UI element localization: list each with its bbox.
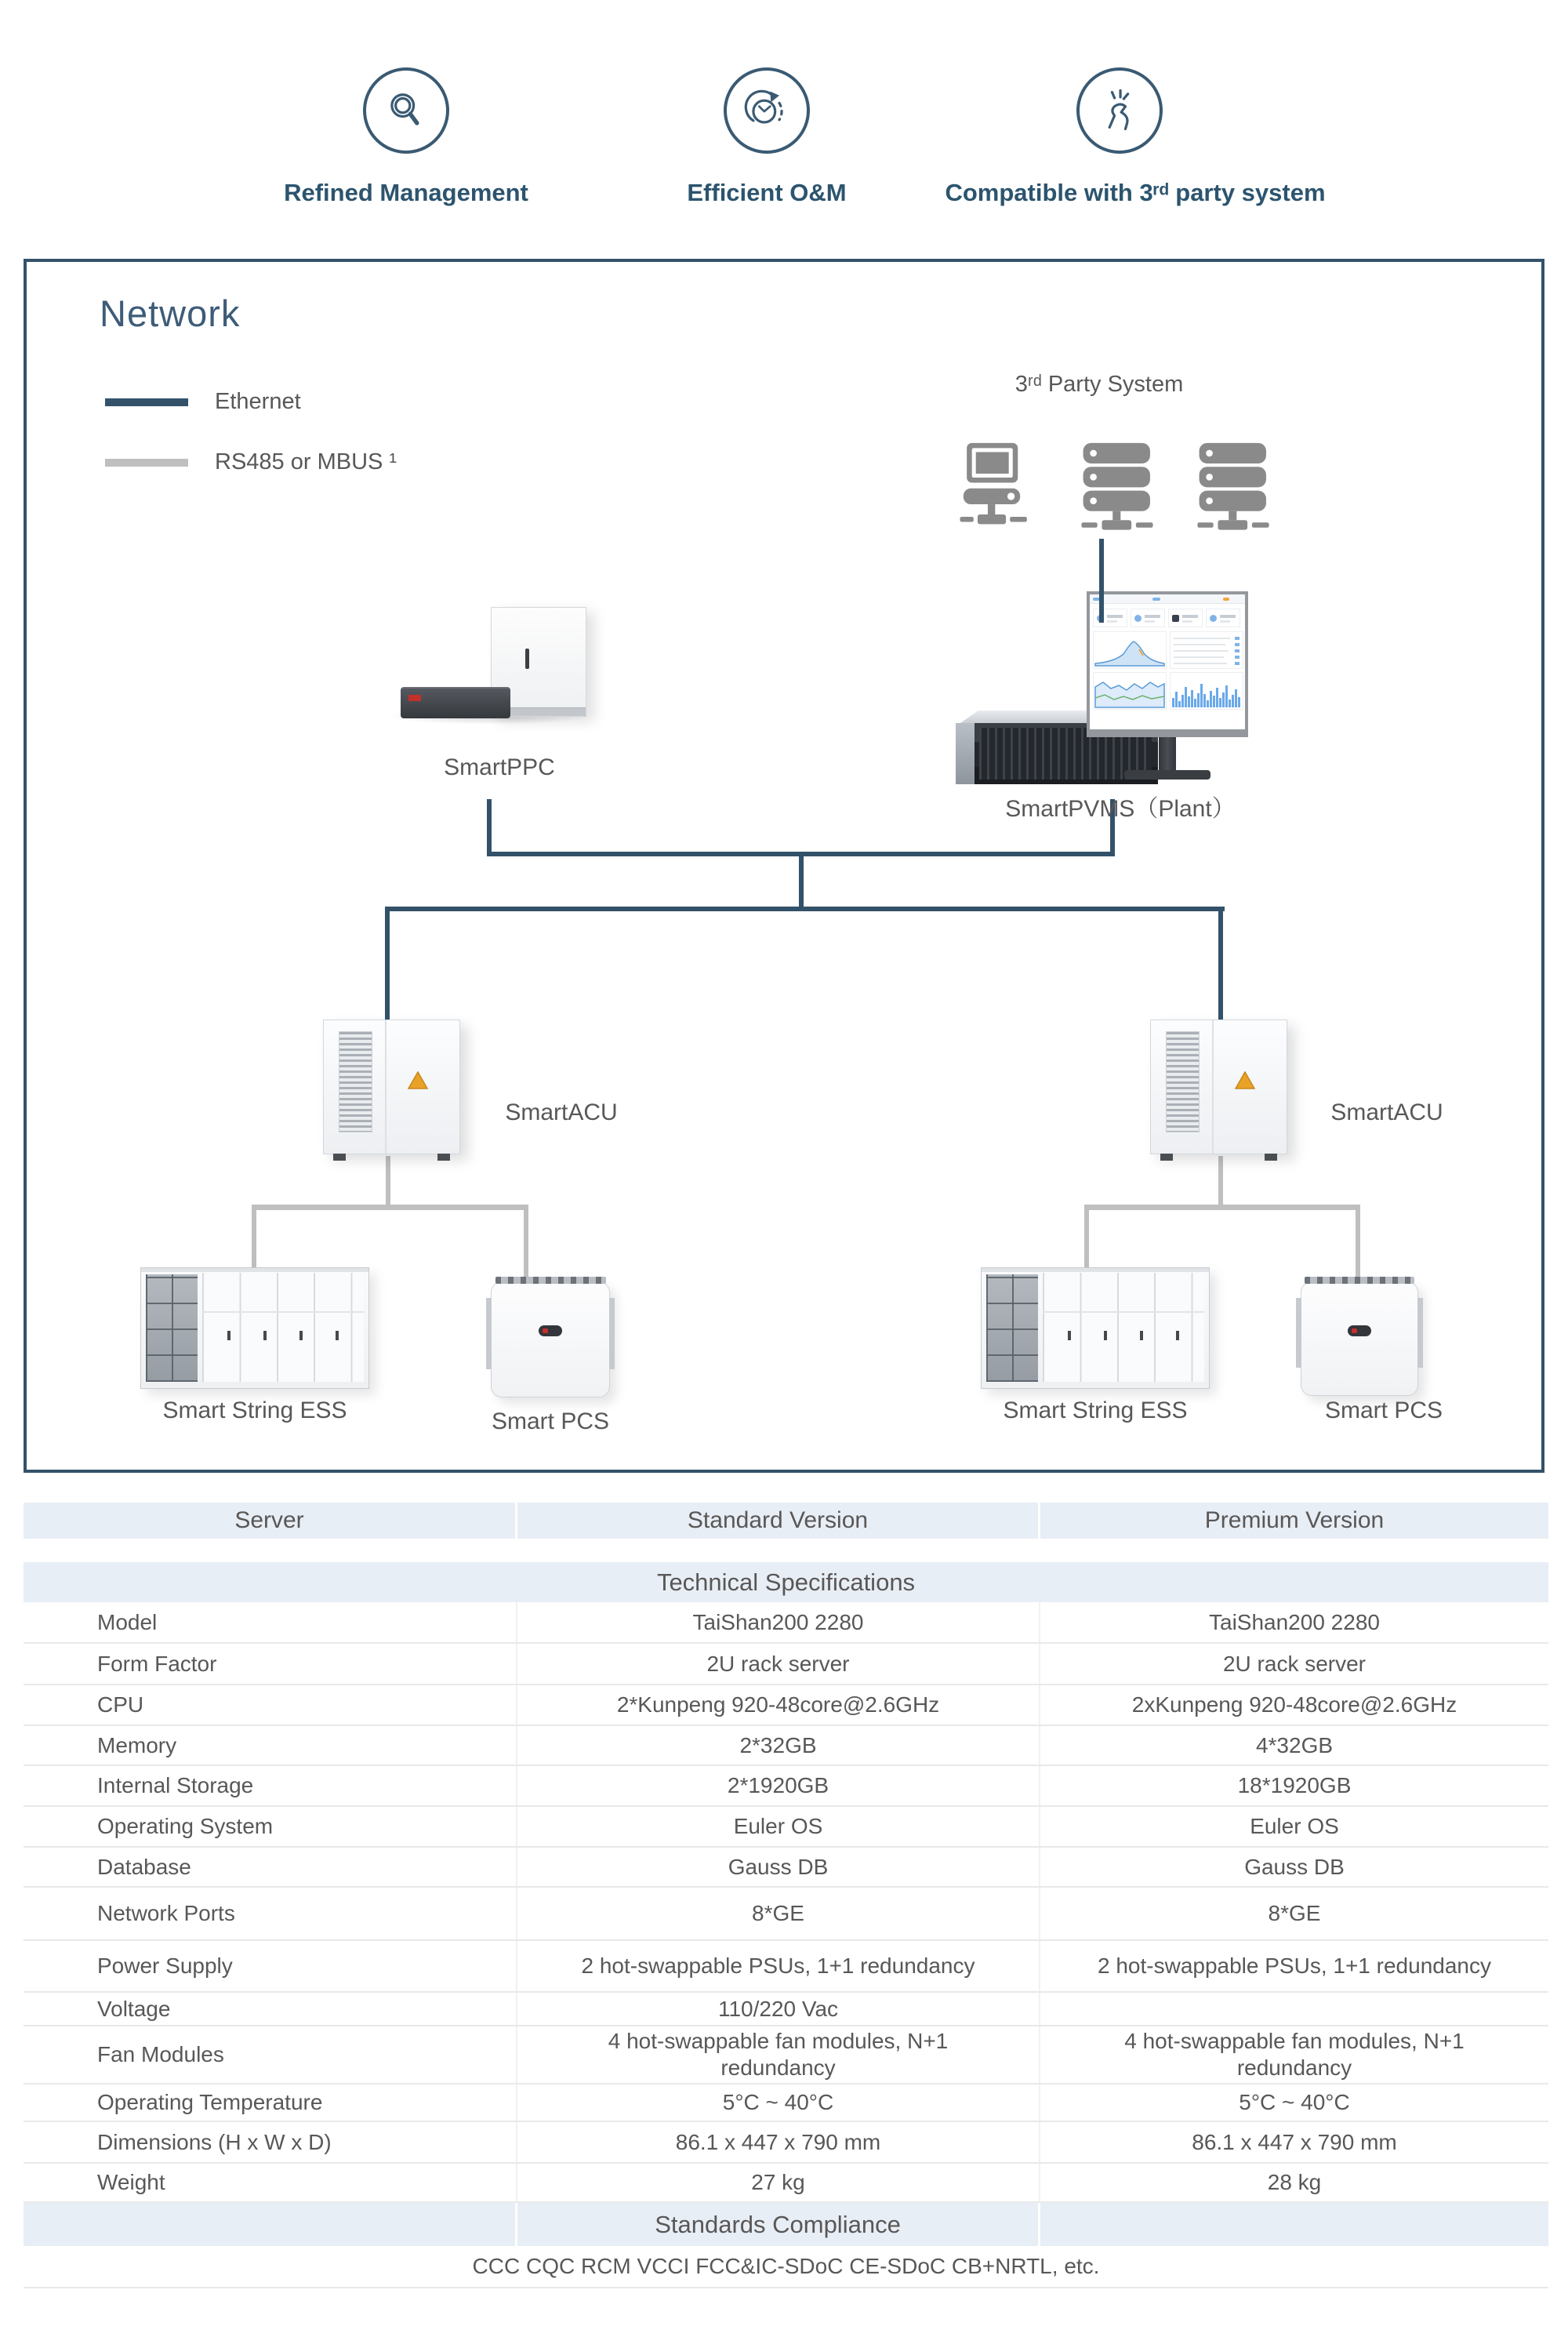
rs485-line [252, 1205, 528, 1210]
ethernet-line [1099, 539, 1104, 623]
pcs-rail [1296, 1298, 1301, 1368]
clock-cycle-icon [742, 85, 792, 136]
standards-band [24, 2203, 1548, 2246]
column-header-server: Server [24, 1503, 517, 1539]
spec-premium-value: Gauss DB [1244, 1854, 1345, 1879]
spec-premium-value: Euler OS [1250, 1814, 1339, 1839]
standards-band-title: Standards Compliance [517, 2203, 1040, 2246]
pcs-label: Smart PCS [491, 1408, 610, 1434]
rs485-line [252, 1209, 256, 1269]
ethernet-legend-swatch [105, 398, 188, 406]
network-diagram [24, 259, 1544, 1473]
smart-pcs-device [491, 1281, 610, 1397]
pcs-logo [1348, 1325, 1371, 1336]
ethernet-legend-label: Ethernet [215, 389, 301, 414]
spec-standard-value: 86.1 x 447 x 790 mm [517, 2122, 1040, 2162]
spec-label: Network Ports [24, 1888, 517, 1939]
spec-standard-value: 4 hot-swappable fan modules, N+1 redundancy [517, 2026, 1040, 2083]
pcs-rail [609, 1298, 615, 1369]
dashboard-thumbnail [1090, 594, 1245, 729]
ethernet-line [487, 799, 492, 854]
ethernet-line [385, 907, 1225, 911]
spec-label: Voltage [24, 1993, 517, 2025]
column-header-premium: Premium Version [1204, 1507, 1385, 1533]
spec-row [24, 1685, 1548, 1726]
standards-band-right [1040, 2203, 1548, 2246]
spec-premium-value: 2xKunpeng 920-48core@2.6GHz [1131, 1692, 1457, 1717]
pcs-rail [486, 1298, 492, 1369]
smartppc-label: SmartPPC [444, 754, 555, 780]
rs485-line [1356, 1209, 1360, 1283]
spec-row [24, 1941, 1548, 1993]
acu-grille [1166, 1031, 1200, 1132]
spec-standard-value: 2U rack server [517, 1644, 1040, 1684]
server-stack-icon [1063, 441, 1171, 537]
monitor-base [1124, 770, 1210, 780]
acu-foot [1160, 1154, 1173, 1161]
spec-standard-value: Gauss DB [517, 1848, 1040, 1886]
smartacu-device [323, 1019, 460, 1154]
spec-label: Internal Storage [24, 1766, 517, 1805]
warning-triangle-icon [408, 1071, 428, 1089]
pcs-logo [539, 1325, 562, 1336]
acu-divider [1212, 1020, 1214, 1154]
spec-standard-value: 27 kg [517, 2164, 1040, 2201]
desktop-computer-icon [948, 441, 1046, 537]
spec-standard-value: TaiShan200 2280 [517, 1602, 1040, 1642]
ess-cooling-panel [986, 1274, 1039, 1383]
dashboard-topbar [1090, 594, 1245, 604]
spec-label: Model [24, 1602, 517, 1642]
spec-row [24, 1848, 1548, 1888]
ethernet-line [1218, 910, 1223, 1023]
spec-row [24, 2122, 1548, 2164]
ess-cooling-panel [146, 1274, 198, 1383]
smartppc-controller [401, 687, 510, 718]
spec-standard-value: 8*GE [517, 1888, 1040, 1939]
smart-pcs-device [1301, 1281, 1418, 1396]
warning-triangle-icon [1235, 1071, 1255, 1089]
spec-label: Memory [24, 1726, 517, 1765]
spec-premium-value: 8*GE [1268, 1901, 1321, 1926]
spec-row [24, 1644, 1548, 1685]
spec-row [24, 2084, 1548, 2122]
spec-premium-value: 18*1920GB [1237, 1773, 1352, 1798]
column-header-standard: Standard Version [517, 1503, 1040, 1539]
smartpvms-monitor [1087, 591, 1248, 737]
refined-management-icon [363, 67, 449, 154]
spec-label: Fan Modules [24, 2026, 517, 2083]
table-header-row [24, 1503, 1548, 1539]
spec-row [24, 1993, 1548, 2026]
spec-label: Power Supply [24, 1941, 517, 1991]
ess-label: Smart String ESS [162, 1397, 347, 1423]
ess-handles [1047, 1331, 1204, 1340]
ess-seam [1043, 1311, 1204, 1313]
compatible-icon [1076, 67, 1163, 154]
smartacu-device [1150, 1019, 1287, 1154]
server-endcap [956, 723, 975, 784]
network-title: Network [100, 293, 241, 334]
acu-foot [437, 1154, 450, 1161]
acu-divider [385, 1020, 387, 1154]
brand-tag [408, 695, 421, 701]
spec-row [24, 2164, 1548, 2203]
ethernet-line [385, 910, 390, 1023]
spec-row [24, 1766, 1548, 1807]
third-party-label: 3ʳᵈ Party System [1014, 372, 1184, 397]
spec-standard-value: Euler OS [517, 1807, 1040, 1846]
spec-premium-value: 86.1 x 447 x 790 mm [1192, 2129, 1397, 2154]
spec-standard-value: 5°C ~ 40°C [517, 2084, 1040, 2121]
snap-fingers-icon [1094, 85, 1145, 136]
feature-label: Refined Management [284, 179, 528, 206]
spec-table [24, 1503, 1548, 2288]
table-gap [24, 1539, 1548, 1562]
ess-doors [1043, 1273, 1204, 1382]
mini-line-chart [1093, 672, 1167, 710]
spec-row [24, 1888, 1548, 1941]
spec-standard-value: 2*32GB [517, 1726, 1040, 1765]
standards-band-left [24, 2203, 517, 2246]
smartacu-label: SmartACU [1330, 1099, 1443, 1125]
feature-label: Compatible with 3ʳᵈ party system [945, 179, 1326, 206]
rs485-legend-swatch [105, 459, 188, 467]
pcs-rail [1417, 1298, 1423, 1368]
ess-label: Smart String ESS [1003, 1397, 1188, 1423]
spec-standard-value: 2 hot-swappable PSUs, 1+1 redundancy [517, 1941, 1040, 1991]
spec-premium-value: 2 hot-swappable PSUs, 1+1 redundancy [1098, 1954, 1491, 1979]
magnifier-icon [381, 85, 431, 136]
spec-premium-value: 4*32GB [1255, 1732, 1334, 1757]
smartacu-label: SmartACU [505, 1099, 618, 1125]
spec-rows [24, 1602, 1548, 2203]
standards-compliance-text: CCC CQC RCM VCCI FCC&IC-SDoC CE-SDoC CB+NRTL, etc. [24, 2246, 1548, 2288]
acu-foot [1265, 1154, 1277, 1161]
rs485-line [524, 1209, 528, 1283]
spec-premium-value: TaiShan200 2280 [1209, 1609, 1380, 1634]
rs485-line [386, 1156, 390, 1209]
spec-premium-value: 4 hot-swappable fan modules, N+1 redundancy [1124, 2029, 1465, 2080]
section-title: Technical Specifications [24, 1562, 1548, 1602]
acu-foot [333, 1154, 346, 1161]
spec-standard-value: 2*1920GB [517, 1766, 1040, 1805]
spec-label: Operating System [24, 1807, 517, 1846]
ess-doors [202, 1273, 364, 1382]
pcs-label: Smart PCS [1324, 1397, 1443, 1423]
spec-label: Database [24, 1848, 517, 1886]
spec-row [24, 2026, 1548, 2084]
pcs-mounting-bar [1305, 1277, 1414, 1284]
spec-label: CPU [24, 1685, 517, 1725]
spec-row [24, 1726, 1548, 1766]
spec-label: Operating Temperature [24, 2084, 517, 2121]
server-stack-icon [1179, 441, 1287, 537]
rs485-legend-label: RS485 or MBUS ¹ [215, 449, 397, 474]
ethernet-line [799, 855, 804, 908]
spec-standard-value: 110/220 Vac [517, 1993, 1040, 2025]
rs485-line [1218, 1156, 1223, 1209]
cabinet-handle [525, 649, 529, 669]
rs485-line [1084, 1209, 1089, 1269]
pcs-mounting-bar [495, 1277, 606, 1284]
spec-premium-value: 5°C ~ 40°C [1239, 2090, 1350, 2115]
feature-label: Efficient O&M [687, 179, 847, 206]
smart-string-ess-device [981, 1267, 1210, 1389]
spec-premium-value [1040, 1993, 1548, 2025]
spec-premium-value: 28 kg [1267, 2170, 1322, 2195]
ess-handles [207, 1331, 364, 1340]
smartpvms-label: SmartPVMS（Plant） [1005, 796, 1236, 822]
spec-row [24, 1602, 1548, 1644]
efficient-om-icon [724, 67, 810, 154]
mini-bar-chart [1170, 672, 1243, 710]
smart-string-ess-device [140, 1267, 369, 1389]
spec-premium-value: 2U rack server [1222, 1651, 1367, 1676]
monitor-stand [1159, 737, 1176, 772]
mini-table [1170, 631, 1243, 669]
mini-area-chart [1093, 631, 1167, 669]
spec-standard-value: 2*Kunpeng 920-48core@2.6GHz [517, 1685, 1040, 1725]
spec-label: Dimensions (H x W x D) [24, 2122, 517, 2162]
spec-label: Form Factor [24, 1644, 517, 1684]
ess-seam [202, 1311, 364, 1313]
acu-grille [339, 1031, 372, 1132]
rs485-line [1084, 1205, 1360, 1210]
spec-row [24, 1807, 1548, 1848]
spec-label: Weight [24, 2164, 517, 2201]
